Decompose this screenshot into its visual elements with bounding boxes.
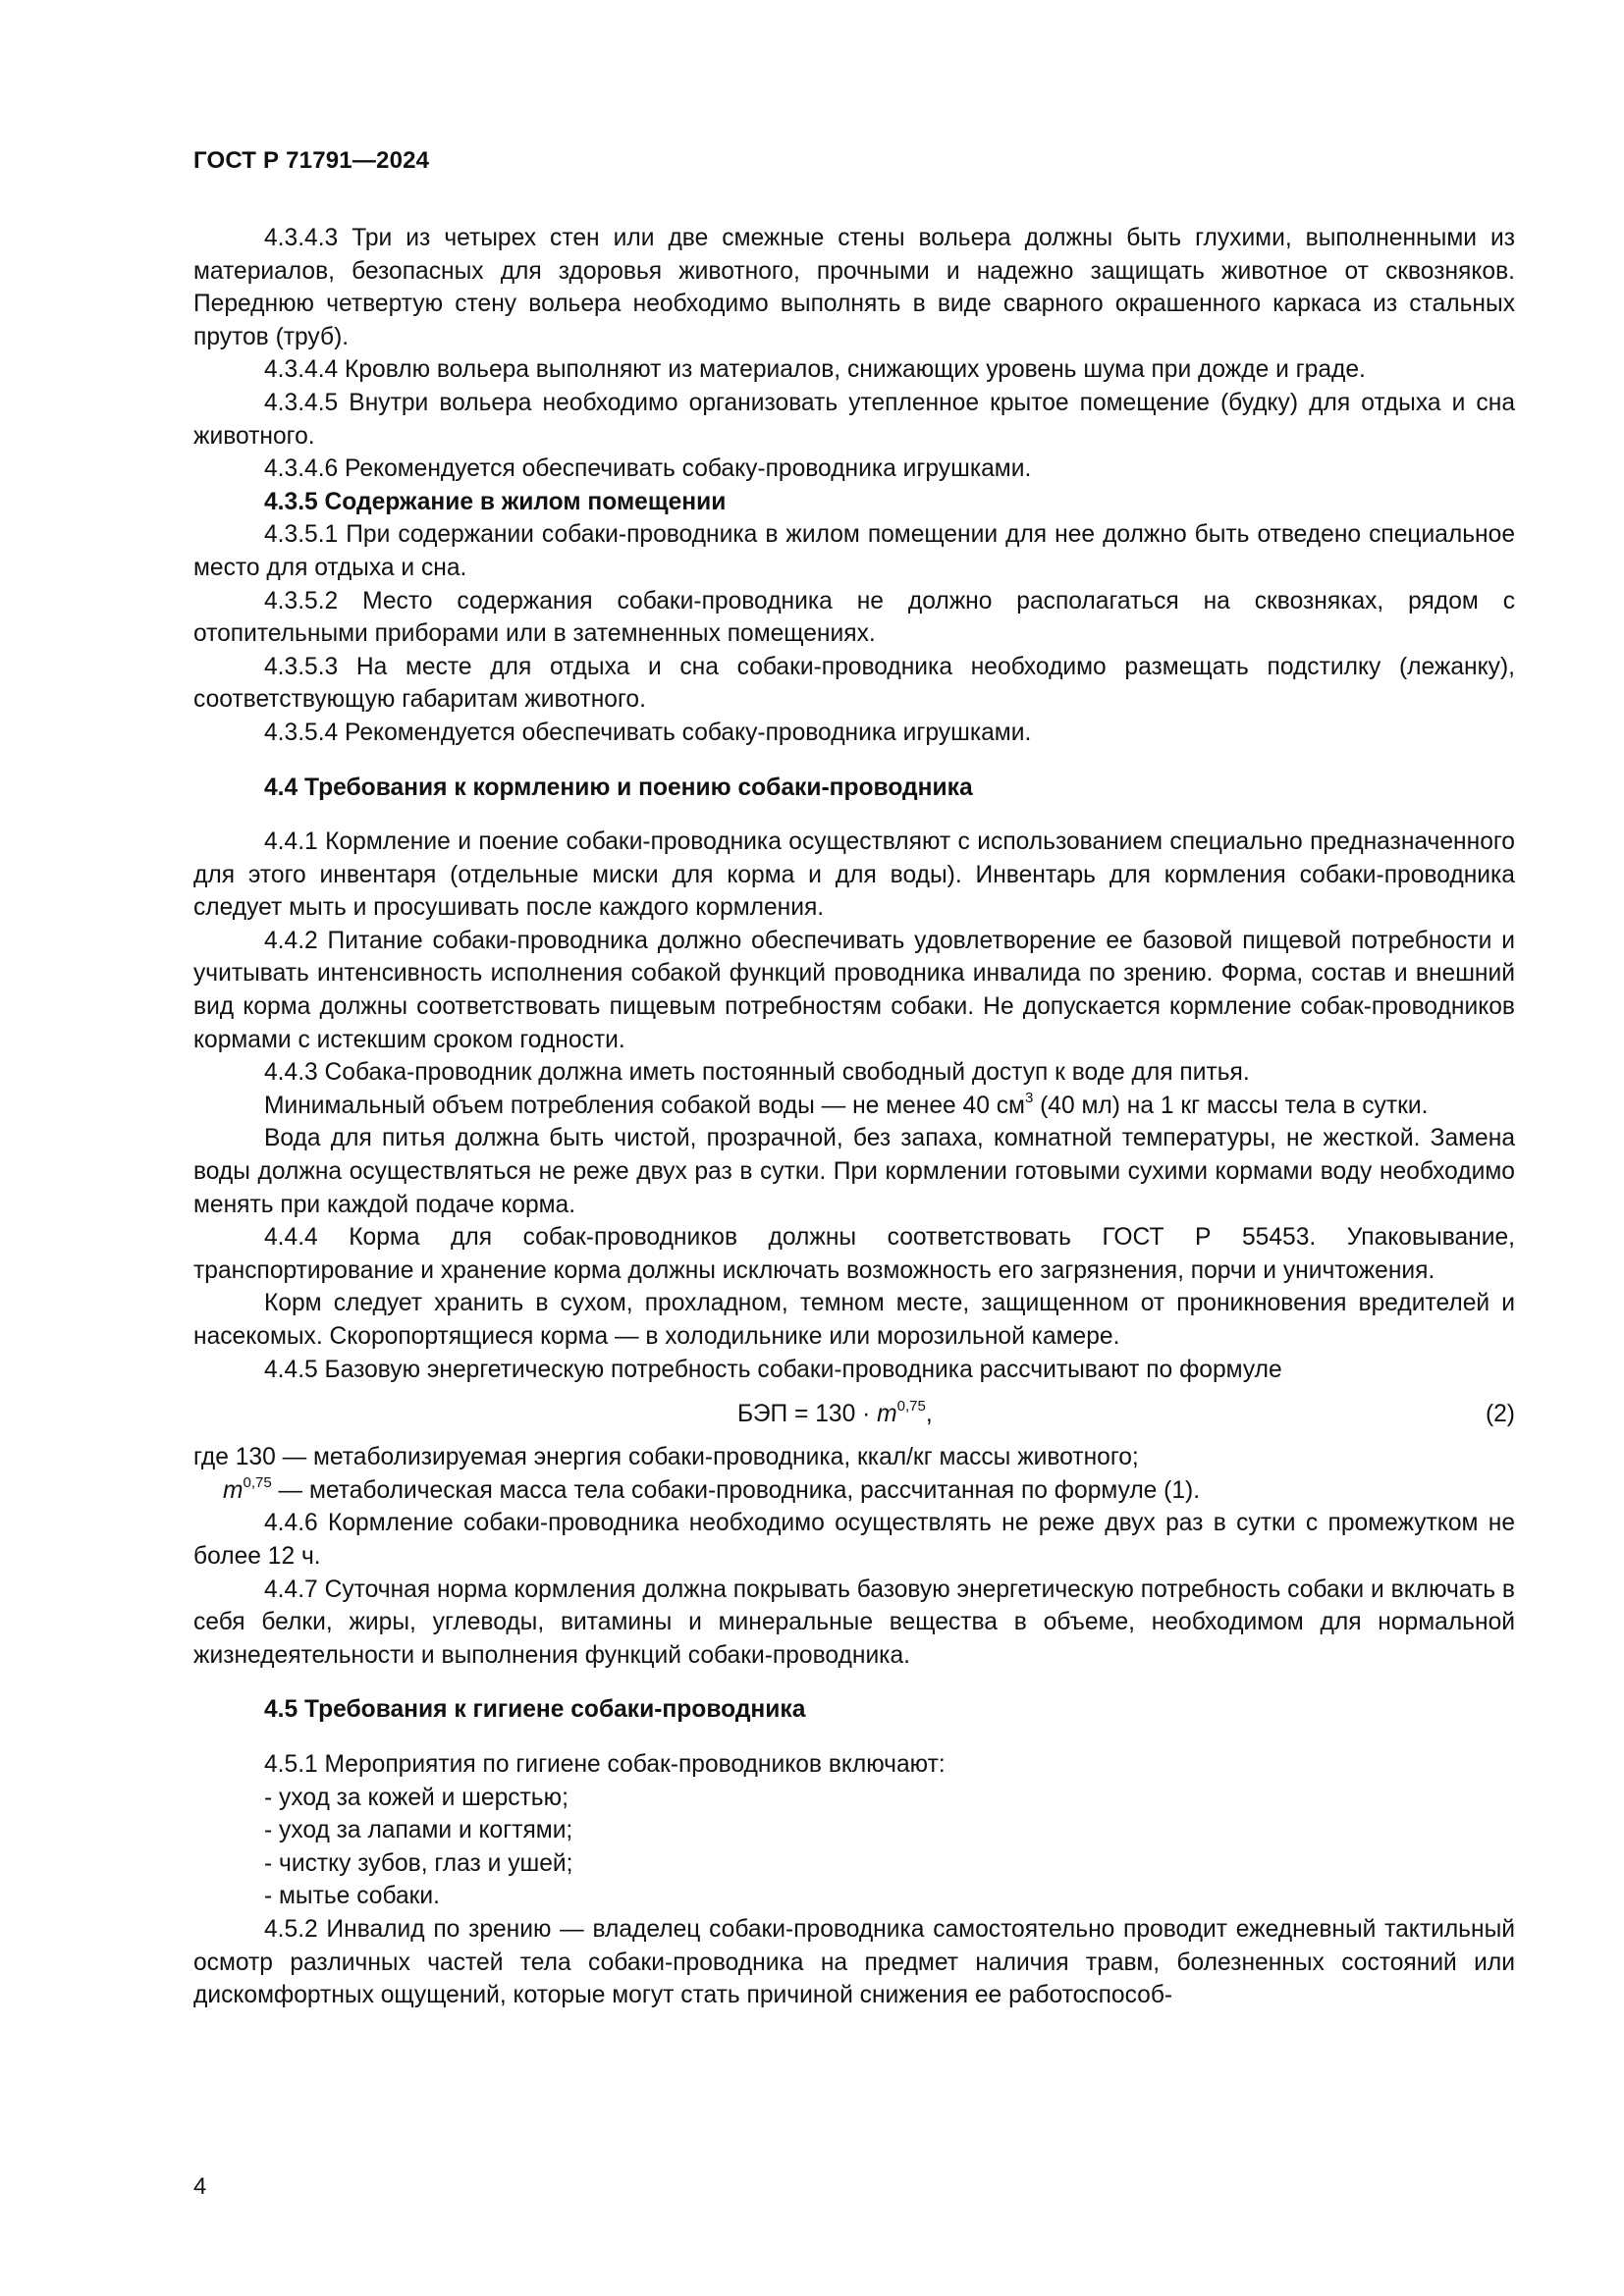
- paragraph-4-4-6: 4.4.6 Кормление собаки-проводника необходимо осуществлять не реже двух раз в сутки с промежутком не более 12 ч.: [193, 1510, 1515, 1570]
- document-header: ГОСТ Р 71791—2024: [193, 147, 430, 174]
- paragraph-4-3-4-6: 4.3.4.6 Рекомендуется обеспечивать собаку-проводника игрушками.: [264, 455, 1032, 483]
- document-body: [193, 222, 1515, 2012]
- list-item: - уход за лапами и когтями;: [264, 1817, 573, 1844]
- water-volume-text-start: Минимальный объем потребления собакой воды — не менее 40 см: [264, 1092, 1025, 1119]
- formula-bep: [737, 1398, 933, 1431]
- paragraph-4-5-2: 4.5.2 Инвалид по зрению — владелец собаки-проводника самостоятельно проводит ежедневный тактильный осмотр различных частей тела собаки-проводника на предмет наличия травм, болезненных состояний или дискомфортных ощущений, которые могут стать причиной снижения ее работоспособ-: [193, 1915, 1515, 2009]
- list-item: - чистку зубов, глаз и ушей;: [264, 1849, 573, 1877]
- water-volume-text-end: (40 мл) на 1 кг массы тела в сутки.: [1033, 1092, 1429, 1119]
- legend-variable: m: [223, 1476, 244, 1504]
- paragraph-4-5-1: 4.5.1 Мероприятия по гигиене собак-проводников включают:: [264, 1750, 946, 1778]
- formula-tail: ,: [925, 1401, 933, 1428]
- formula-legend: [193, 1441, 1515, 1507]
- paragraph-4-4-7: 4.4.7 Суточная норма кормления должна покрывать базовую энергетическую потребность собаки и включать в себя белки, жиры, углеводы, витамины и минеральные вещества в объеме, необходимом для нормальной жизнедеятельности и выполнения функций собаки-проводника.: [193, 1575, 1515, 1669]
- legend-exponent: 0,75: [243, 1473, 272, 1491]
- legend-item-m: [193, 1474, 1515, 1508]
- formula-variable: m: [877, 1401, 897, 1428]
- paragraph-4-3-4-5: 4.3.4.5 Внутри вольера необходимо организовать утепленное крытое помещение (будку) для отдыха и сна животного.: [193, 389, 1515, 450]
- paragraph-4-3-4-3: 4.3.4.3 Три из четырех стен или две смежные стены вольера должны быть глухими, выполненными из материалов, безопасных для здоровья животного, прочными и надежно защищать животное от сквозняков. Переднюю четвертую стену вольера необходимо выполнять в виде сварного окрашенного каркаса из стальных прутов (труб).: [193, 225, 1515, 350]
- water-volume-superscript: 3: [1024, 1089, 1034, 1106]
- paragraph-4-4-2: 4.4.2 Питание собаки-проводника должно обеспечивать удовлетворение ее базовой пищевой потребности и учитывать интенсивность исполнения собакой функций проводника инвалида по зрению. Форма, состав и внешний вид корма должны соответствовать пищевым потребностям собаки. Не допускается кормление собак-проводников кормами с истекшим сроком годности.: [193, 927, 1515, 1053]
- paragraph-4-4-3: 4.4.3 Собака-проводник должна иметь постоянный свободный доступ к воде для питья.: [264, 1059, 1250, 1087]
- paragraph-4-4-5: 4.4.5 Базовую энергетическую потребность собаки-проводника рассчитывают по формуле: [264, 1356, 1282, 1383]
- formula-lhs: БЭП = 130 ·: [737, 1401, 878, 1428]
- paragraph-4-3-5-1: 4.3.5.1 При содержании собаки-проводника в жилом помещении для нее должно быть отведено специальное место для отдыха и сна.: [193, 521, 1515, 581]
- paragraph-4-4-1: 4.4.1 Кормление и поение собаки-проводника осуществляют с использованием специально предназначенного для этого инвентаря (отдельные миски для корма и для воды). Инвентарь для кормления собаки-проводника следует мыть и просушивать после каждого кормления.: [193, 828, 1515, 922]
- page-number: 4: [193, 2173, 207, 2200]
- formula-number: (2): [1485, 1401, 1515, 1428]
- legend-item-130: где 130 — метаболизируемая энергия собаки-проводника, ккал/кг массы животного;: [193, 1444, 1139, 1471]
- paragraph-4-3-5-2: 4.3.5.2 Место содержания собаки-проводника не должно располагаться на сквозняках, рядом с отопительными приборами или в затемненных помещениях.: [193, 587, 1515, 648]
- list-item: - мытье собаки.: [264, 1883, 440, 1910]
- paragraph-4-3-4-4: 4.3.4.4 Кровлю вольера выполняют из материалов, снижающих уровень шума при дожде и граде.: [264, 356, 1366, 384]
- heading-4-5: 4.5 Требования к гигиене собаки-проводника: [264, 1696, 806, 1724]
- paragraph-feed-storage: Корм следует хранить в сухом, прохладном, темном месте, защищенном от проникновения вредителей и насекомых. Скоропортящиеся корма — в холодильнике или морозильной камере.: [193, 1290, 1515, 1350]
- formula-exponent: 0,75: [896, 1398, 926, 1415]
- heading-4-4: 4.4 Требования к кормлению и поению собаки-проводника: [264, 774, 973, 801]
- legend-text: — метаболическая масса тела собаки-проводника, рассчитанная по формуле (1).: [271, 1476, 1201, 1504]
- paragraph-4-4-4: 4.4.4 Корма для собак-проводников должны соответствовать ГОСТ Р 55453. Упаковывание, транспортирование и хранение корма должны исключать возможность его загрязнения, порчи и уничтожения.: [193, 1224, 1515, 1284]
- formula-row: [193, 1388, 1515, 1441]
- hygiene-list: [193, 1782, 1515, 1913]
- paragraph-water-quality: Вода для питья должна быть чистой, прозрачной, без запаха, комнатной температуры, не жесткой. Замена воды должна осуществляться не реже двух раз в сутки. При кормлении готовыми сухими кормами воду необходимо менять при каждой подаче корма.: [193, 1125, 1515, 1218]
- list-item: - уход за кожей и шерстью;: [264, 1784, 568, 1811]
- paragraph-4-3-5-3: 4.3.5.3 На месте для отдыха и сна собаки-проводника необходимо размещать подстилку (лежанку), соответствующую габаритам животного.: [193, 653, 1515, 714]
- paragraph-4-3-5-4: 4.3.5.4 Рекомендуется обеспечивать собаку-проводника игрушками.: [264, 719, 1032, 746]
- heading-4-3-5: 4.3.5 Содержание в жилом помещении: [264, 488, 727, 515]
- paragraph-water-volume: [193, 1090, 1515, 1123]
